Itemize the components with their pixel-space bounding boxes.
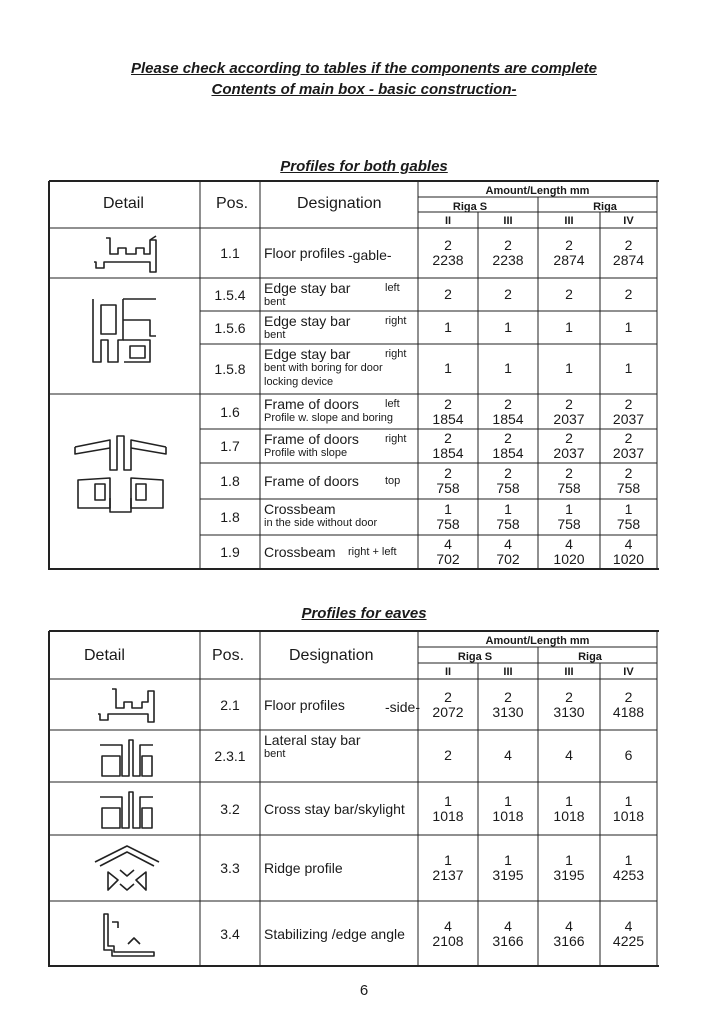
gables-col-designation: Designation [297,195,382,212]
gables-row-qty: 4 [504,536,512,552]
gables-row-sub: bent [264,329,286,341]
gables-row-sub: Profile w. slope and boring [264,412,394,424]
gables-row-length: 758 [436,480,460,496]
gables-row-pos: 1.5.6 [214,319,246,336]
gables-row-qty: 2 [624,285,633,302]
eaves-row-qty: 2 [504,688,512,705]
gables-row-length: 702 [436,551,460,567]
gables-row-qty: 2 [624,465,633,481]
eaves-row-length: 3166 [553,932,585,949]
eaves-size-1: II [444,666,452,678]
eaves-row-length: 3166 [492,932,524,949]
gables-row-qty: 2 [565,430,573,446]
gables-row-length: 1854 [492,445,524,461]
eaves-row-name: Cross stay bar/skylight [264,800,405,817]
gables-row-qty: 2 [444,430,452,446]
gables-row-sub: bent with boring for door [264,362,383,374]
gables-row-tag: top [385,475,401,487]
gables-size-2: III [503,215,513,227]
gables-row-pos: 1.8 [220,509,240,525]
eaves-row-qty: 4 [504,747,512,763]
eaves-row-qty: 4 [565,917,573,934]
eaves-row-qty: 4 [624,917,633,934]
gables-row-name: Frame of doors [264,431,359,447]
floor-profile-gable-drawing [94,236,156,272]
eaves-amount-label: Amount/Length mm [485,635,590,647]
gables-row-length: 1854 [432,410,464,427]
eaves-row-length: 2108 [432,932,464,949]
eaves-row-qty: 1 [624,852,633,868]
eaves-row-qty: 2 [624,688,633,705]
gables-riga-s: Riga S [452,201,488,213]
eaves-row-pos: 3.3 [220,860,240,876]
gables-row-length: 2037 [612,410,645,427]
gables-row-tag: right [385,348,407,360]
gables-row-tag: -gable- [348,247,392,263]
gables-row-qty: 2 [565,395,573,412]
gables-row-pos: 1.5.8 [214,361,246,377]
eaves-row-tag: -side- [385,698,421,715]
gables-row-length: 2037 [612,445,645,461]
gables-row-tag: right [385,315,407,327]
gables-row-qty: 1 [504,318,512,335]
eaves-row-qty: 4 [444,917,452,934]
gables-title: Profiles for both gables [280,158,448,175]
gables-row-length: 2874 [553,252,585,268]
eaves-row-length: 1018 [492,807,524,824]
gables-row-qty: 2 [504,395,512,412]
gables-row-name: Crossbeam [264,544,336,560]
stabilizing-angle-drawing [104,914,154,956]
gables-row-length: 1020 [553,551,585,567]
eaves-row-length: 1018 [553,807,585,824]
eaves-row-qty: 1 [504,852,512,868]
gables-row-pos: 1.8 [220,473,240,489]
eaves-row-length: 4253 [612,867,645,883]
gables-row-length: 1854 [492,410,524,427]
gables-row-qty: 1 [444,501,452,517]
gables-row-name: Frame of doors [264,473,359,489]
eaves-row-length: 1018 [432,807,464,824]
gables-row-pos: 1.1 [220,245,240,261]
gables-row-qty: 1 [444,360,452,376]
eaves-row-length: 3130 [492,703,524,720]
gables-row-length: 1020 [612,551,645,567]
gables-row-length: 758 [436,516,460,532]
eaves-size-4: IV [623,666,634,678]
gables-row-length: 758 [616,516,641,532]
edge-stay-bar-drawing [93,299,156,362]
eaves-col-detail: Detail [84,647,125,664]
gables-size-1: II [444,215,452,227]
eaves-row-qty: 1 [565,852,573,868]
eaves-row-length: 2072 [432,703,464,720]
gables-row-qty: 2 [504,237,512,253]
gables-row-tag: left [385,282,400,294]
gables-row-length: 702 [496,551,520,567]
eaves-row-pos: 2.1 [220,696,240,713]
gables-row-qty: 1 [624,501,633,517]
eaves-row-length: 2137 [432,867,464,883]
eaves-riga-s: Riga S [457,651,493,663]
gables-row-qty: 2 [444,395,452,412]
gables-row-length: 758 [496,480,520,496]
gables-row-qty: 2 [444,285,452,302]
gables-row-length: 2238 [492,252,524,268]
gables-row-qty: 2 [565,237,573,253]
gables-row-length: 758 [557,516,581,532]
eaves-row-qty: 6 [624,747,633,763]
gables-row-tag: right [385,433,407,445]
eaves-col-designation: Designation [289,647,374,664]
gables-row-qty: 2 [444,237,452,253]
gables-row-qty: 2 [504,285,512,302]
gables-row-sub: in the side without door [264,517,378,529]
gables-amount-label: Amount/Length mm [485,185,590,197]
frame-of-doors-drawing [75,436,166,512]
eaves-row-qty: 1 [624,792,633,809]
gables-row-qty: 1 [624,318,633,335]
header-line-1: Please check according to tables if the components are complete [131,60,597,77]
gables-row-qty: 2 [565,465,573,481]
eaves-row-name: Stabilizing /edge angle [264,925,405,942]
gables-row-length: 758 [557,480,581,496]
gables-row-pos: 1.6 [220,403,240,420]
gables-row-length: 1854 [432,445,464,461]
gables-row-sub2: locking device [264,376,334,388]
gables-row-tag: right + left [348,546,397,558]
eaves-row-qty: 1 [444,852,452,868]
gables-row-qty: 2 [624,430,633,446]
eaves-row-pos: 3.2 [220,800,240,817]
gables-row-name: Crossbeam [264,501,336,517]
header-line-2: Contents of main box - basic construction- [211,81,517,98]
gables-row-name: Edge stay bar [264,280,351,296]
gables-size-3: III [564,215,574,227]
eaves-row-length: 4188 [612,703,645,720]
gables-col-detail: Detail [103,195,144,212]
ridge-profile-drawing [95,846,159,890]
eaves-row-qty: 4 [504,917,512,934]
eaves-size-2: III [503,666,513,678]
gables-row-qty: 1 [504,360,512,376]
gables-row-name: Edge stay bar [264,313,351,329]
gables-row-length: 2874 [612,252,645,268]
eaves-row-sub: bent [264,748,286,760]
gables-row-length: 758 [616,480,641,496]
eaves-row-length: 3195 [492,867,524,883]
gables-row-qty: 1 [565,360,573,376]
gables-row-qty: 4 [565,536,573,552]
eaves-row-qty: 1 [504,792,512,809]
eaves-row-length: 1018 [612,807,645,824]
gables-row-qty: 2 [565,285,573,302]
gables-col-pos: Pos. [216,195,249,212]
gables-row-qty: 4 [624,536,633,552]
gables-row-length: 2037 [553,445,585,461]
gables-row-tag: left [385,398,400,410]
gables-row-qty: 2 [624,237,633,253]
gables-size-4: IV [623,215,634,227]
gables-row-length: 2037 [553,410,585,427]
gables-row-qty: 2 [624,395,633,412]
gables-row-name: Floor profiles [264,245,345,261]
gables-row-name: Frame of doors [264,396,359,412]
cross-stay-bar-drawing [100,792,153,828]
eaves-size-3: III [564,666,574,678]
gables-row-qty: 2 [444,465,452,481]
eaves-row-qty: 1 [565,792,573,809]
eaves-row-qty: 2 [565,688,573,705]
page-number: 6 [359,982,369,999]
eaves-col-pos: Pos. [212,647,245,664]
eaves-row-qty: 1 [444,792,452,809]
eaves-row-length: 4225 [612,932,645,949]
gables-row-length: 758 [496,516,520,532]
gables-row-qty: 1 [565,318,573,335]
gables-row-sub: bent [264,296,286,308]
gables-row-qty: 1 [504,501,512,517]
gables-row-qty: 2 [504,465,512,481]
floor-profile-side-drawing [98,689,154,722]
eaves-row-qty: 2 [444,688,452,705]
gables-row-pos: 1.9 [220,544,240,560]
gables-riga: Riga [593,201,617,213]
gables-row-pos: 1.5.4 [214,286,246,303]
gables-row-qty: 1 [565,501,573,517]
eaves-title: Profiles for eaves [301,605,427,622]
gables-row-name: Edge stay bar [264,346,351,362]
gables-row-length: 2238 [432,252,464,268]
eaves-row-pos: 2.3.1 [214,748,246,764]
gables-row-qty: 1 [444,318,452,335]
eaves-row-qty: 4 [565,747,573,763]
eaves-riga: Riga [578,651,602,663]
gables-row-qty: 2 [504,430,512,446]
lateral-stay-bar-drawing [100,740,153,776]
eaves-row-name: Floor profiles [264,696,345,713]
eaves-row-name: Lateral stay bar [264,732,361,748]
gables-row-pos: 1.7 [220,438,240,454]
gables-row-qty: 4 [444,536,452,552]
gables-row-qty: 1 [624,360,633,376]
eaves-row-qty: 2 [444,747,452,763]
eaves-row-pos: 3.4 [220,925,240,942]
eaves-row-name: Ridge profile [264,860,343,876]
gables-row-sub: Profile with slope [264,447,348,459]
eaves-row-length: 3130 [553,703,585,720]
eaves-row-length: 3195 [553,867,585,883]
